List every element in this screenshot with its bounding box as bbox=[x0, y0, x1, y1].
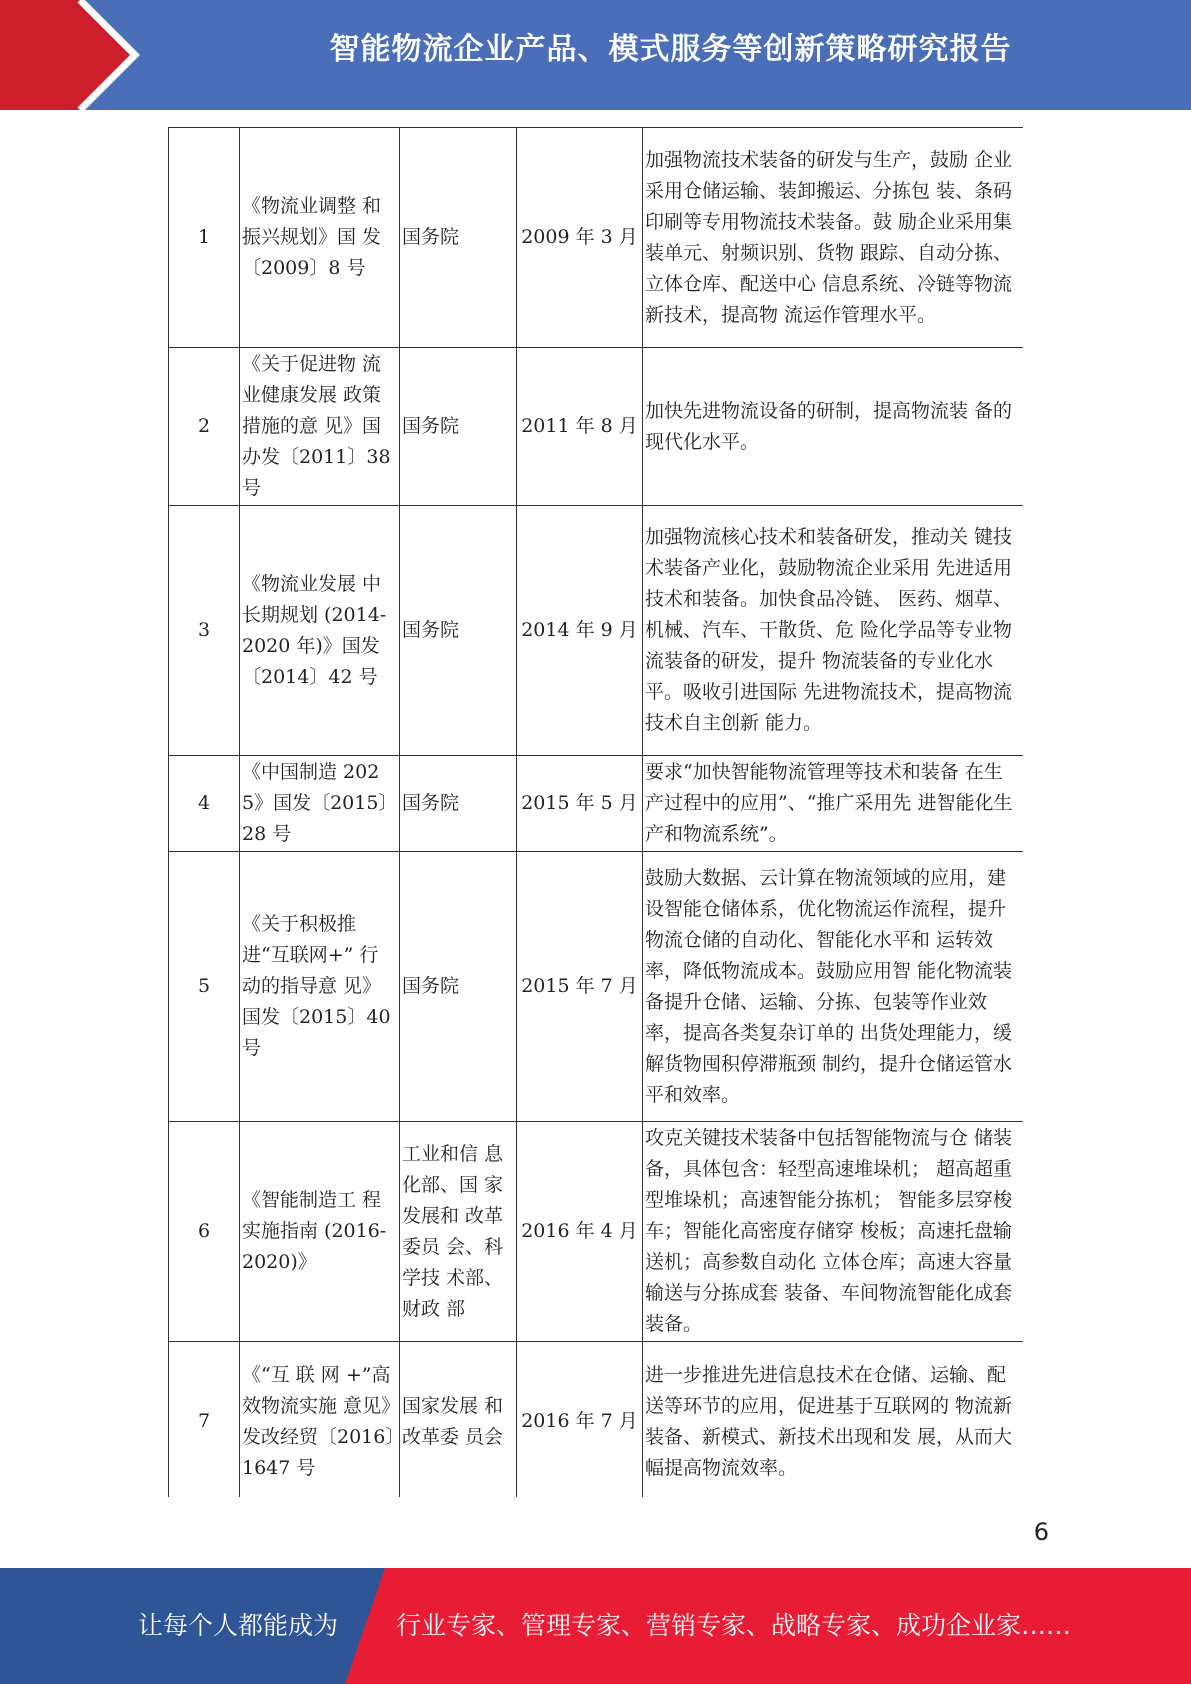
issue-date: 2015 年 7 月 bbox=[517, 852, 643, 1122]
footer-slogan-roles: 行业专家、管理专家、营销专家、战略专家、成功企业家…… bbox=[396, 1611, 1072, 1640]
table-row bbox=[169, 506, 1024, 756]
issuing-body: 工业和信 息化部、国 家发展和 改革委员 会、科学技 术部、财政 部 bbox=[400, 1122, 517, 1342]
issue-date: 2016 年 7 月 bbox=[517, 1342, 643, 1498]
page-header bbox=[0, 0, 1191, 110]
policy-name: 《物流业调整 和振兴规划》国 发〔2009〕8 号 bbox=[240, 128, 400, 348]
row-number: 6 bbox=[169, 1122, 240, 1342]
report-title: 智能物流企业产品、模式服务等创新策略研究报告 bbox=[329, 32, 1012, 67]
issue-date: 2014 年 9 月 bbox=[517, 506, 643, 756]
table-row bbox=[169, 128, 1024, 348]
policy-content: 进一步推进先进信息技术在仓储、运输、配送等环节的应用，促进基于互联网的 物流新装备、新模式、新技术出现和发 展，从而大幅提高物流效率。 bbox=[643, 1342, 1024, 1498]
policy-content: 鼓励大数据、云计算在物流领域的应用，建设智能仓储体系，优化物流运作流程，提升物流仓储的自动化、智能化水平和 运转效率，降低物流成本。鼓励应用智 能化物流装备提升仓储、运输、分拣、包装等作业效率，提高各类复杂订单的 出货处理能力，缓解货物囤积停滞瓶颈 制约，提升仓储运管水平和效率。 bbox=[643, 852, 1024, 1122]
issue-date: 2009 年 3 月 bbox=[517, 128, 643, 348]
table-row bbox=[169, 756, 1024, 852]
policy-table bbox=[168, 127, 1023, 1497]
issuing-body: 国务院 bbox=[400, 756, 517, 852]
policy-table-wrap bbox=[168, 127, 1023, 1497]
page-number: 6 bbox=[1033, 1518, 1049, 1546]
issuing-body: 国务院 bbox=[400, 128, 517, 348]
issuing-body: 国家发展 和改革委 员会 bbox=[400, 1342, 517, 1498]
row-number: 5 bbox=[169, 852, 240, 1122]
footer-slogan-lead: 让每个人都能成为 bbox=[138, 1611, 339, 1640]
row-number: 3 bbox=[169, 506, 240, 756]
table-row bbox=[169, 348, 1024, 506]
issuing-body: 国务院 bbox=[400, 506, 517, 756]
policy-name: 《物流业发展 中长期规划 (2014-2020 年)》国发〔2014〕42 号 bbox=[240, 506, 400, 756]
row-number: 4 bbox=[169, 756, 240, 852]
policy-name: 《关于积极推 进“互联网+” 行动的指导意 见》国发〔2015〕40 号 bbox=[240, 852, 400, 1122]
policy-name: 《中国制造 2025》国发〔2015〕28 号 bbox=[240, 756, 400, 852]
table-row bbox=[169, 1342, 1024, 1498]
issuing-body: 国务院 bbox=[400, 852, 517, 1122]
issue-date: 2011 年 8 月 bbox=[517, 348, 643, 506]
policy-content: 加快先进物流设备的研制，提高物流装 备的现代化水平。 bbox=[643, 348, 1024, 506]
issuing-body: 国务院 bbox=[400, 348, 517, 506]
policy-content: 加强物流技术装备的研发与生产，鼓励 企业采用仓储运输、装卸搬运、分拣包 装、条码印刷等专用物流技术装备。鼓 励企业采用集装单元、射频识别、货物 跟踪、自动分拣、立体仓库、配送中心 信息系统、冷链等物流新技术，提高物 流运作管理水平。 bbox=[643, 128, 1024, 348]
table-row bbox=[169, 1122, 1024, 1342]
policy-name: 《关于促进物 流业健康发展 政策措施的意 见》国办发〔2011〕38 号 bbox=[240, 348, 400, 506]
policy-name: 《“互 联 网 +”高效物流实施 意见》发改经贸〔2016〕1647 号 bbox=[240, 1342, 400, 1498]
row-number: 2 bbox=[169, 348, 240, 506]
table-row bbox=[169, 852, 1024, 1122]
row-number: 1 bbox=[169, 128, 240, 348]
policy-name: 《智能制造工 程实施指南 (2016-2020)》 bbox=[240, 1122, 400, 1342]
policy-content: 要求“加快智能物流管理等技术和装备 在生产过程中的应用”、“推广采用先 进智能化生产和物流系统”。 bbox=[643, 756, 1024, 852]
issue-date: 2015 年 5 月 bbox=[517, 756, 643, 852]
issue-date: 2016 年 4 月 bbox=[517, 1122, 643, 1342]
row-number: 7 bbox=[169, 1342, 240, 1498]
policy-content: 加强物流核心技术和装备研发，推动关 键技术装备产业化，鼓励物流企业采用 先进适用技术和装备。加快食品冷链、 医药、烟草、机械、汽车、干散货、危 险化学品等专业物流装备的研发，提升 物流装备的专业化水平。吸收引进国际 先进物流技术，提高物流技术自主创新 能力。 bbox=[643, 506, 1024, 756]
policy-content: 攻克关键技术装备中包括智能物流与仓 储装备，具体包含：轻型高速堆垛机； 超高超重型堆垛机；高速智能分拣机； 智能多层穿梭车；智能化高密度存储穿 梭板；高速托盘输送机；高参数自动化 立体仓库；高速大容量输送与分拣成套 装备、车间物流智能化成套装备。 bbox=[643, 1122, 1024, 1342]
page-footer bbox=[0, 1568, 1191, 1684]
